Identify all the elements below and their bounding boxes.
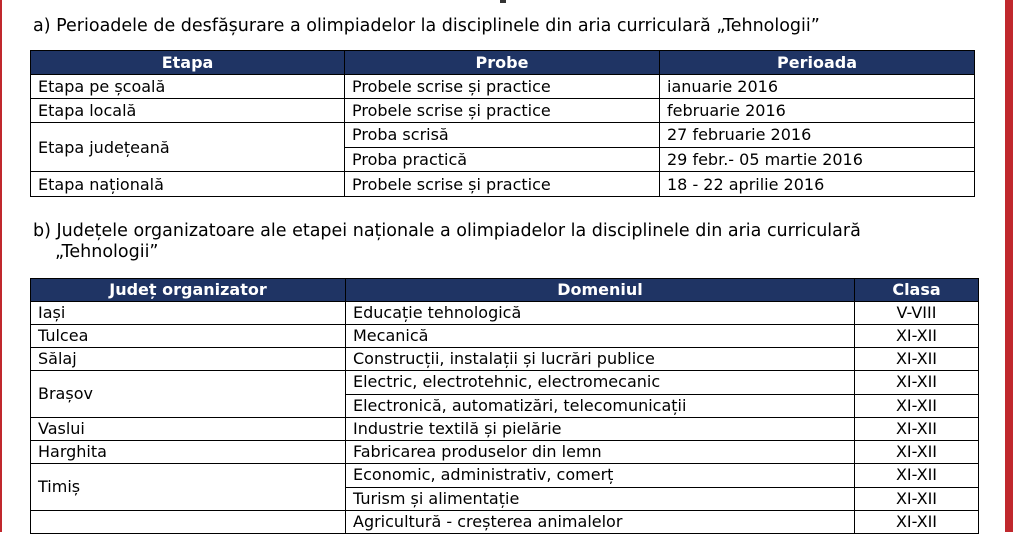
table-row (31, 511, 979, 534)
periods-table (30, 50, 975, 197)
cell-domeniu: Economic, administrativ, comerț (346, 464, 855, 488)
cell-judet: Iași (31, 302, 346, 325)
cell-etapa: Etapa națională (31, 172, 345, 197)
cell-judet: Tulcea (31, 325, 346, 348)
cell-clasa: XI-XII (855, 325, 979, 348)
column-header-etapa: Etapa (31, 51, 345, 75)
cell-domeniu: Fabricarea produselor din lemn (346, 441, 855, 464)
cell-proba: Probele scrise și practice (345, 99, 660, 123)
cell-proba: Probele scrise și practice (345, 172, 660, 197)
table-row (31, 75, 975, 99)
cell-domeniu: Industrie textilă și pielărie (346, 418, 855, 441)
table-row (31, 371, 979, 395)
cell-perioada: 18 - 22 aprilie 2016 (660, 172, 975, 197)
column-header-domeniul: Domeniul (346, 279, 855, 302)
table-header-row (31, 51, 975, 75)
cell-clasa: XI-XII (855, 464, 979, 488)
cell-judet (31, 511, 346, 534)
cell-etapa: Etapa locală (31, 99, 345, 123)
section-b-heading: b) Județele organizatoare ale etapei naționale a olimpiadelor la disciplinele din aria curriculară (33, 221, 861, 241)
cell-judet: Vaslui (31, 418, 346, 441)
page-frame-left (0, 0, 2, 532)
table-row (31, 348, 979, 371)
column-header-probe: Probe (345, 51, 660, 75)
table-row (31, 172, 975, 197)
table-row (31, 325, 979, 348)
cell-judet: Sălaj (31, 348, 346, 371)
cell-clasa: XI-XII (855, 511, 979, 534)
organizers-table (30, 278, 979, 534)
cell-domeniu: Mecanică (346, 325, 855, 348)
cell-clasa: XI-XII (855, 394, 979, 418)
table-row (31, 464, 979, 488)
cell-perioada: 27 februarie 2016 (660, 123, 975, 148)
cell-etapa: Etapa județeană (31, 123, 345, 172)
cell-proba: Proba practică (345, 147, 660, 172)
cell-domeniu: Construcții, instalații și lucrări publice (346, 348, 855, 371)
cell-proba: Proba scrisă (345, 123, 660, 148)
cell-perioada: februarie 2016 (660, 99, 975, 123)
table-row (31, 123, 975, 148)
cell-domeniu: Educație tehnologică (346, 302, 855, 325)
cell-clasa: XI-XII (855, 441, 979, 464)
cell-judet: Brașov (31, 371, 346, 418)
table-row (31, 441, 979, 464)
cell-proba: Probele scrise și practice (345, 75, 660, 99)
cell-perioada: ianuarie 2016 (660, 75, 975, 99)
cell-perioada: 29 febr.- 05 martie 2016 (660, 147, 975, 172)
table-row (31, 418, 979, 441)
cell-clasa: XI-XII (855, 487, 979, 511)
text-fragment (500, 0, 506, 3)
cell-clasa: XI-XII (855, 371, 979, 395)
section-a-heading: a) Perioadele de desfășurare a olimpiadelor la disciplinele din aria curriculară „Tehnologii” (33, 16, 820, 36)
table-header-row (31, 279, 979, 302)
section-b-heading-continued: „Tehnologii” (55, 242, 159, 262)
column-header-perioada: Perioada (660, 51, 975, 75)
cell-judet: Harghita (31, 441, 346, 464)
column-header-clasa: Clasa (855, 279, 979, 302)
cell-etapa: Etapa pe școală (31, 75, 345, 99)
cell-clasa: V-VIII (855, 302, 979, 325)
cell-domeniu: Turism și alimentație (346, 487, 855, 511)
cell-domeniu: Electric, electrotehnic, electromecanic (346, 371, 855, 395)
cell-domeniu: Electronică, automatizări, telecomunicații (346, 394, 855, 418)
cell-judet: Timiș (31, 464, 346, 511)
cell-clasa: XI-XII (855, 418, 979, 441)
table-row (31, 302, 979, 325)
column-header-judet: Județ organizator (31, 279, 346, 302)
cell-domeniu: Agricultură - creșterea animalelor (346, 511, 855, 534)
table-row (31, 99, 975, 123)
cell-clasa: XI-XII (855, 348, 979, 371)
page-frame-right (1005, 0, 1013, 532)
